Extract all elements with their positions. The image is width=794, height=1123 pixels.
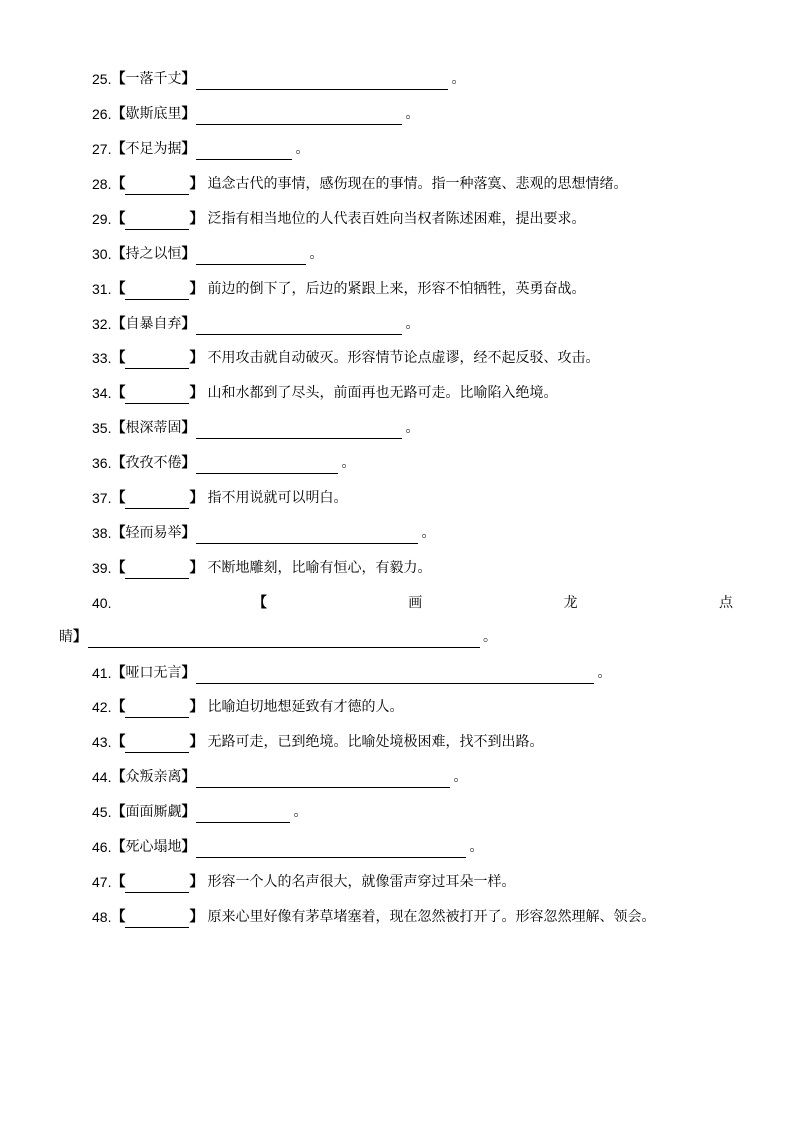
answer-blank[interactable] <box>196 841 466 858</box>
answer-blank[interactable] <box>196 248 306 265</box>
answer-blank[interactable] <box>196 143 292 160</box>
period: 。 <box>341 455 356 471</box>
question-row <box>92 696 403 718</box>
item-number: 43. <box>92 734 112 750</box>
close-bracket: 】 <box>189 281 204 297</box>
open-bracket: 【 <box>111 909 126 925</box>
open-bracket: 【 <box>252 595 267 611</box>
close-bracket: 】 <box>181 665 196 681</box>
answer-blank[interactable] <box>196 108 402 125</box>
answer-blank[interactable] <box>88 631 480 648</box>
idiom-blank[interactable] <box>125 213 189 230</box>
answer-blank[interactable] <box>196 771 450 788</box>
definition-text: 追念古代的事情，感伤现在的事情。指一种落寞、悲观的思想情绪。 <box>207 176 628 192</box>
open-bracket: 【 <box>111 246 126 262</box>
definition-text: 泛指有相当地位的人代表百姓向当权者陈述困难，提出要求。 <box>207 211 586 227</box>
close-bracket: 】 <box>181 246 196 262</box>
item-number: 44. <box>92 769 112 785</box>
definition-text: 无路可走，已到绝境。比喻处境极困难，找不到出路。 <box>207 734 544 750</box>
idiom-text: 哑口无言 <box>125 665 182 681</box>
close-bracket: 】 <box>181 71 196 87</box>
item-number: 35. <box>92 420 112 436</box>
question-row <box>92 836 483 858</box>
item-number: 34. <box>92 385 112 401</box>
close-bracket: 】 <box>181 455 196 471</box>
item-number: 29. <box>92 211 112 227</box>
definition-text: 山和水都到了尽头，前面再也无路可走。比喻陷入绝境。 <box>207 385 558 401</box>
open-bracket: 【 <box>111 560 126 576</box>
idiom-text: 根深蒂固 <box>125 420 182 436</box>
idiom-blank[interactable] <box>125 562 189 579</box>
close-bracket: 】 <box>189 350 204 366</box>
idiom-blank[interactable] <box>125 387 189 404</box>
item-number: 46. <box>92 839 112 855</box>
close-bracket: 】 <box>181 141 196 157</box>
item-number: 25. <box>92 71 112 87</box>
item-number: 40. <box>92 595 112 611</box>
item-number: 38. <box>92 525 112 541</box>
close-bracket: 】 <box>181 525 196 541</box>
open-bracket: 【 <box>111 699 126 715</box>
idiom-char: 龙 <box>563 595 578 611</box>
close-bracket: 】 <box>181 769 196 785</box>
answer-blank[interactable] <box>196 457 338 474</box>
item-40-line1 <box>92 592 733 614</box>
item-number: 30. <box>92 246 112 262</box>
idiom-text: 歇斯底里 <box>125 106 182 122</box>
answer-blank[interactable] <box>196 527 418 544</box>
open-bracket: 【 <box>111 316 126 332</box>
item-number: 48. <box>92 909 112 925</box>
close-bracket: 】 <box>189 211 204 227</box>
period: 。 <box>293 804 308 820</box>
idiom-text: 面面厮觑 <box>125 804 182 820</box>
question-row <box>92 906 655 928</box>
question-row <box>92 208 585 230</box>
open-bracket: 【 <box>111 176 126 192</box>
open-bracket: 【 <box>111 490 126 506</box>
close-bracket: 】 <box>189 385 204 401</box>
question-row <box>92 68 465 90</box>
close-bracket: 】 <box>181 316 196 332</box>
answer-blank[interactable] <box>196 73 448 90</box>
question-row <box>92 801 307 823</box>
period: 。 <box>597 665 612 681</box>
definition-text: 指不用说就可以明白。 <box>207 490 348 506</box>
close-bracket: 】 <box>189 490 204 506</box>
close-bracket: 】 <box>189 699 204 715</box>
close-bracket: 】 <box>189 734 204 750</box>
open-bracket: 【 <box>111 71 126 87</box>
close-bracket: 】 <box>181 420 196 436</box>
close-bracket: 】 <box>181 804 196 820</box>
idiom-text: 自暴自弃 <box>125 316 182 332</box>
idiom-text: 死心塌地 <box>125 839 182 855</box>
question-row <box>92 452 355 474</box>
idiom-blank[interactable] <box>125 876 189 893</box>
item-number: 33. <box>92 350 112 366</box>
item-number: 26. <box>92 106 112 122</box>
idiom-text: 一落千丈 <box>125 71 182 87</box>
idiom-text: 不足为据 <box>125 141 182 157</box>
question-row <box>92 382 557 404</box>
answer-blank[interactable] <box>196 806 290 823</box>
definition-text: 不用攻击就自动破灭。形容情节论点虚谬，经不起反驳、攻击。 <box>207 350 600 366</box>
idiom-blank[interactable] <box>125 911 189 928</box>
open-bracket: 【 <box>111 874 126 890</box>
answer-blank[interactable] <box>196 318 402 335</box>
question-row <box>92 662 611 684</box>
close-bracket: 】 <box>189 909 204 925</box>
period: 。 <box>421 525 436 541</box>
definition-text: 前边的倒下了，后边的紧跟上来，形容不怕牺牲，英勇奋战。 <box>207 281 586 297</box>
question-row <box>92 138 309 160</box>
open-bracket: 【 <box>111 281 126 297</box>
definition-text: 形容一个人的名声很大，就像雷声穿过耳朵一样。 <box>207 874 516 890</box>
question-row <box>92 173 627 195</box>
period: 。 <box>309 246 324 262</box>
period: 。 <box>405 420 420 436</box>
question-row <box>92 766 467 788</box>
idiom-blank[interactable] <box>125 283 189 300</box>
period: 。 <box>469 839 484 855</box>
idiom-char: 睛 <box>59 629 73 645</box>
question-row <box>92 417 419 439</box>
idiom-char: 画 <box>408 595 423 611</box>
item-number: 45. <box>92 804 112 820</box>
period: 。 <box>405 316 420 332</box>
item-number: 28. <box>92 176 112 192</box>
open-bracket: 【 <box>111 106 126 122</box>
close-bracket: 】 <box>189 560 204 576</box>
item-40-line2 <box>59 626 497 648</box>
open-bracket: 【 <box>111 769 126 785</box>
idiom-char: 点 <box>718 595 733 611</box>
period: 。 <box>483 629 497 645</box>
open-bracket: 【 <box>111 525 126 541</box>
idiom-text: 众叛亲离 <box>125 769 182 785</box>
close-bracket: 】 <box>189 874 204 890</box>
definition-text: 不断地雕刻，比喻有恒心，有毅力。 <box>207 560 432 576</box>
item-number: 37. <box>92 490 112 506</box>
open-bracket: 【 <box>111 804 126 820</box>
close-bracket: 】 <box>181 106 196 122</box>
open-bracket: 【 <box>111 350 126 366</box>
idiom-text: 轻而易举 <box>125 525 182 541</box>
open-bracket: 【 <box>111 455 126 471</box>
close-bracket: 】 <box>189 176 204 192</box>
item-number: 31. <box>92 281 112 297</box>
idiom-blank[interactable] <box>125 352 189 369</box>
period: 。 <box>451 71 466 87</box>
idiom-blank[interactable] <box>125 492 189 509</box>
question-row <box>92 347 599 369</box>
question-row <box>92 871 515 893</box>
idiom-blank[interactable] <box>125 701 189 718</box>
definition-text: 比喻迫切地想延致有才德的人。 <box>207 699 404 715</box>
question-row <box>92 487 347 509</box>
close-bracket: 】 <box>73 629 87 645</box>
open-bracket: 【 <box>111 141 126 157</box>
question-row <box>92 243 323 265</box>
open-bracket: 【 <box>111 420 126 436</box>
open-bracket: 【 <box>111 211 126 227</box>
period: 。 <box>405 106 420 122</box>
item-number: 32. <box>92 316 112 332</box>
item-number: 42. <box>92 699 112 715</box>
open-bracket: 【 <box>111 839 126 855</box>
question-row <box>92 557 431 579</box>
open-bracket: 【 <box>111 665 126 681</box>
question-row <box>92 522 435 544</box>
question-row <box>92 278 585 300</box>
question-row <box>92 731 543 753</box>
open-bracket: 【 <box>111 734 126 750</box>
definition-text: 原来心里好像有茅草堵塞着，现在忽然被打开了。形容忽然理解、领会。 <box>207 909 656 925</box>
item-number: 41. <box>92 665 112 681</box>
period: 。 <box>453 769 468 785</box>
answer-blank[interactable] <box>196 667 594 684</box>
item-number: 36. <box>92 455 112 471</box>
idiom-text: 持之以恒 <box>125 246 182 262</box>
answer-blank[interactable] <box>196 422 402 439</box>
item-number: 27. <box>92 141 112 157</box>
open-bracket: 【 <box>111 385 126 401</box>
question-row <box>92 103 419 125</box>
question-row <box>92 313 419 335</box>
idiom-blank[interactable] <box>125 736 189 753</box>
item-number: 47. <box>92 874 112 890</box>
idiom-blank[interactable] <box>125 178 189 195</box>
period: 。 <box>295 141 310 157</box>
close-bracket: 】 <box>181 839 196 855</box>
idiom-text: 孜孜不倦 <box>125 455 182 471</box>
item-number: 39. <box>92 560 112 576</box>
